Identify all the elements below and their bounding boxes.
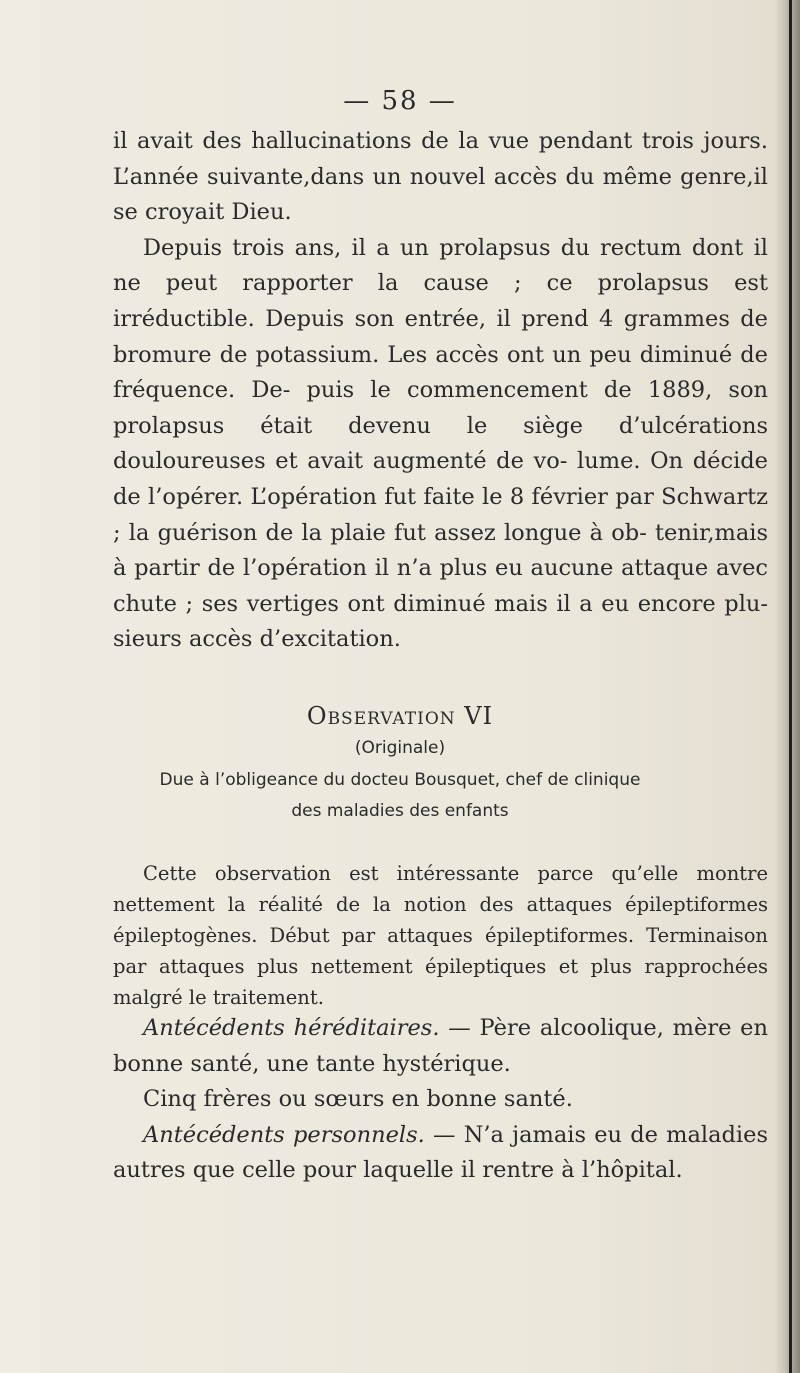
observation-title: Observation VI: [306, 702, 494, 730]
observation-summary: [113, 858, 768, 1013]
observation-credit-line-2: des maladies des enfants: [291, 801, 509, 821]
personal-label: Antécédents personnels.: [143, 1121, 425, 1148]
page-edge-line: [789, 0, 792, 1373]
page-number: — 58 —: [343, 86, 457, 116]
observation-credit-line-1: Due à l’obligeance du docteu Bousquet, chef de clinique: [159, 770, 641, 790]
paragraph-2: Depuis trois ans, il a un prolapsus du rectum dont il ne peut rapporter la cause ; ce prolapsus est irréductible. Depuis son entrée, il prend 4 grammes de bromure de potassium. Les accès ont un peu diminué de fréquence. De- puis le commencement de 1889, son prolapsus était devenu le siège d’ulcérations douloureuses et avait augmenté de vo- lume. On décide de l’opérer. L’opération fut faite le 8 février par Schwartz ; la guérison de la plaie fut assez longue à ob- tenir,mais à partir de l’opération il n’a plus eu aucune attaque avec chute ; ses vertiges ont diminué mais il a eu encore plu- sieurs accès d’excitation.: [113, 234, 768, 653]
observation-summary-text: Cette observation est intéressante parce qu’elle montre nettement la réalité de la notion des attaques épileptiformes épileptogènes. Début par attaques épileptiformes. Terminaison par attaques plus nettement épileptiques et plus rapprochées malgré le traitement.: [113, 862, 768, 1009]
paragraph-1: il avait des hallucinations de la vue pendant trois jours. L’année suivante,dans un nouvel accès du même genre,il se croyait Dieu.: [113, 128, 768, 226]
observation-subtitle: (Originale): [354, 738, 446, 758]
siblings-paragraph: Cinq frères ou sœurs en bonne santé.: [143, 1086, 573, 1113]
top-paragraphs: [113, 124, 768, 658]
patient-history: [113, 1011, 768, 1189]
hereditary-text: — Père alcoolique, mère en bonne santé, une tante hystérique.: [113, 1015, 768, 1077]
page-edge-shadow: [774, 0, 800, 1373]
hereditary-paragraph: [113, 1011, 768, 1082]
personal-paragraph: [113, 1118, 768, 1189]
hereditary-label: Antécédents héréditaires.: [143, 1015, 440, 1041]
personal-text: — N’a jamais eu de maladies autres que celle pour laquelle il rentre à l’hôpital.: [113, 1121, 768, 1184]
